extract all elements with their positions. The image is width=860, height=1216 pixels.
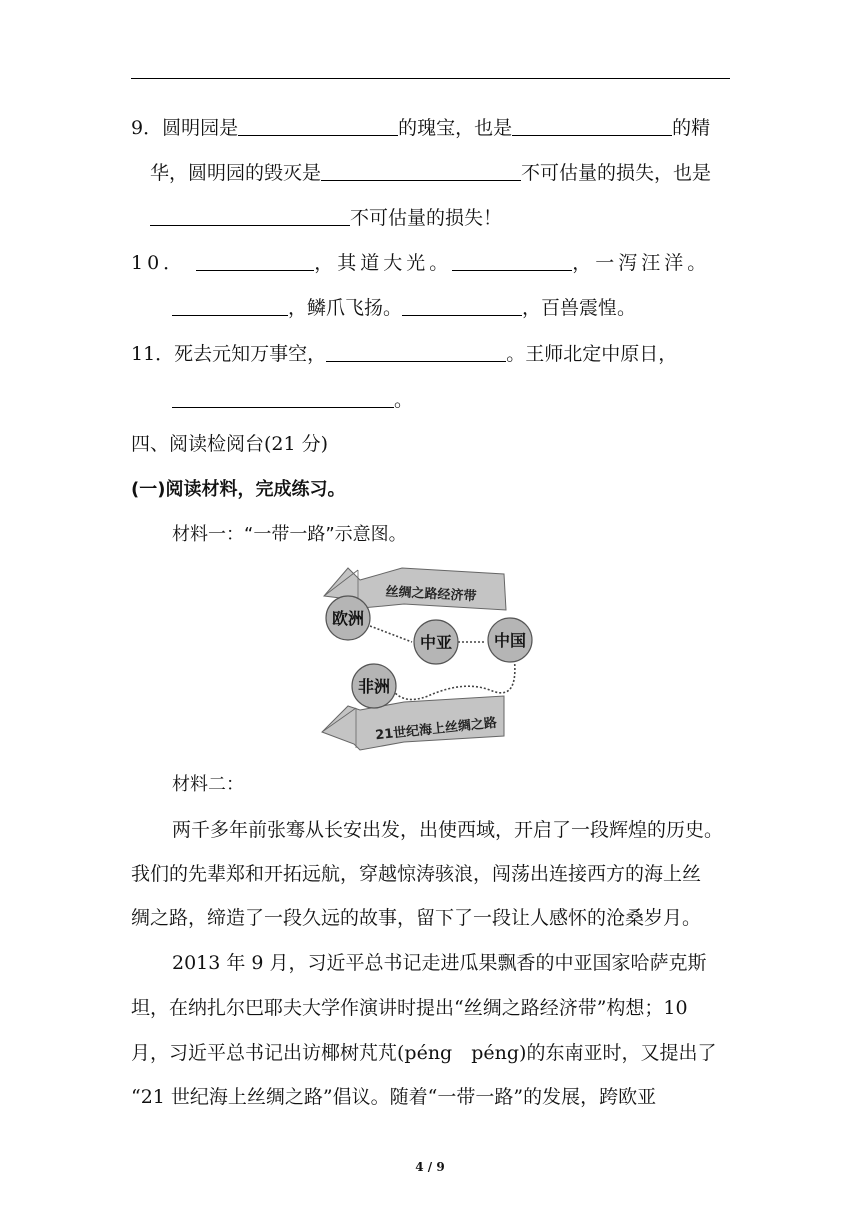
q10-line1 <box>131 251 710 275</box>
q10-blank-3[interactable] <box>172 297 288 316</box>
label-africa: 非洲 <box>357 677 391 696</box>
q10-text-4: ，鳞爪飞扬。 <box>288 297 403 319</box>
q11-blank-2[interactable] <box>172 389 394 408</box>
q9-line1 <box>131 116 710 140</box>
ribbon-bottom-label: 21世纪海上丝绸之路 <box>374 715 498 744</box>
header-rule <box>131 78 730 79</box>
q9-text-1: 9．圆明园是 <box>131 117 239 139</box>
q11-text-1: 11．死去元知万事空， <box>131 343 327 365</box>
section-heading: 四、阅读检阅台(21 分) <box>131 433 329 455</box>
q11-text-3: 。 <box>394 389 414 411</box>
para2-line4: “21 世纪海上丝绸之路”倡议。随着“一带一路”的发展，跨欧亚 <box>131 1086 657 1108</box>
q10-blank-1[interactable] <box>196 252 314 271</box>
q9-blank-3[interactable] <box>321 162 521 181</box>
q11-line1 <box>131 342 677 366</box>
q11-blank-1[interactable] <box>326 343 506 362</box>
q9-blank-2[interactable] <box>512 117 672 136</box>
q10-blank-2[interactable] <box>452 252 572 271</box>
q11-text-2: 。王师北定中原日， <box>506 343 678 365</box>
q11-line2 <box>172 388 413 412</box>
q10-text-5: ，百兽震惶。 <box>522 297 637 319</box>
line-china-africa <box>394 656 515 699</box>
q9-line2 <box>150 161 711 185</box>
page-number: 4 / 9 <box>415 1160 445 1174</box>
para2-line3: 月，习近平总书记出访椰树芃芃(péng péng)的东南亚时，又提出了 <box>131 1042 717 1064</box>
q9-text-6: 不可估量的损失！ <box>350 207 503 229</box>
q9-text-5: 不可估量的损失，也是 <box>521 162 712 184</box>
q10-text-3: ，一泻汪洋。 <box>572 252 711 274</box>
label-china: 中国 <box>493 631 527 650</box>
label-europe: 欧洲 <box>331 609 365 628</box>
q9-blank-4[interactable] <box>150 207 350 226</box>
q10-blank-4[interactable] <box>402 297 522 316</box>
ribbon-top-label: 丝绸之路经济带 <box>385 584 477 605</box>
q10-line2 <box>172 296 636 320</box>
material2-label: 材料二： <box>172 774 244 795</box>
q9-text-2: 的瑰宝，也是 <box>398 117 513 139</box>
para2-line1: 2013 年 9 月，习近平总书记走进瓜果飘香的中亚国家哈萨克斯 <box>172 952 707 974</box>
para1-line3: 绸之路，缔造了一段久远的故事，留下了一段让人感怀的沧桑岁月。 <box>131 907 702 929</box>
part-heading: (一)阅读材料，完成练习。 <box>131 479 346 500</box>
para2-line2: 坦，在纳扎尔巴耶夫大学作演讲时提出“丝绸之路经济带”构想；10 <box>131 997 688 1019</box>
q10-text-1: 10． <box>131 252 187 274</box>
material1-label: 材料一：“一带一路”示意图。 <box>172 524 407 545</box>
q9-line3 <box>150 206 502 230</box>
para1-line1: 两千多年前张骞从长安出发，出使西域，开启了一段辉煌的历史。 <box>172 819 724 841</box>
q9-text-3: 的精 <box>672 117 711 139</box>
q9-text-4: 华，圆明园的毁灭是 <box>150 162 322 184</box>
q9-blank-1[interactable] <box>238 117 398 136</box>
label-central-asia: 中亚 <box>419 633 453 652</box>
q10-text-2: ，其道大光。 <box>314 252 453 274</box>
belt-road-diagram <box>318 560 538 756</box>
line-europe-centralasia <box>370 626 412 642</box>
para1-line2: 我们的先辈郑和开拓远航，穿越惊涛骇浪，闯荡出连接西方的海上丝 <box>131 863 702 885</box>
